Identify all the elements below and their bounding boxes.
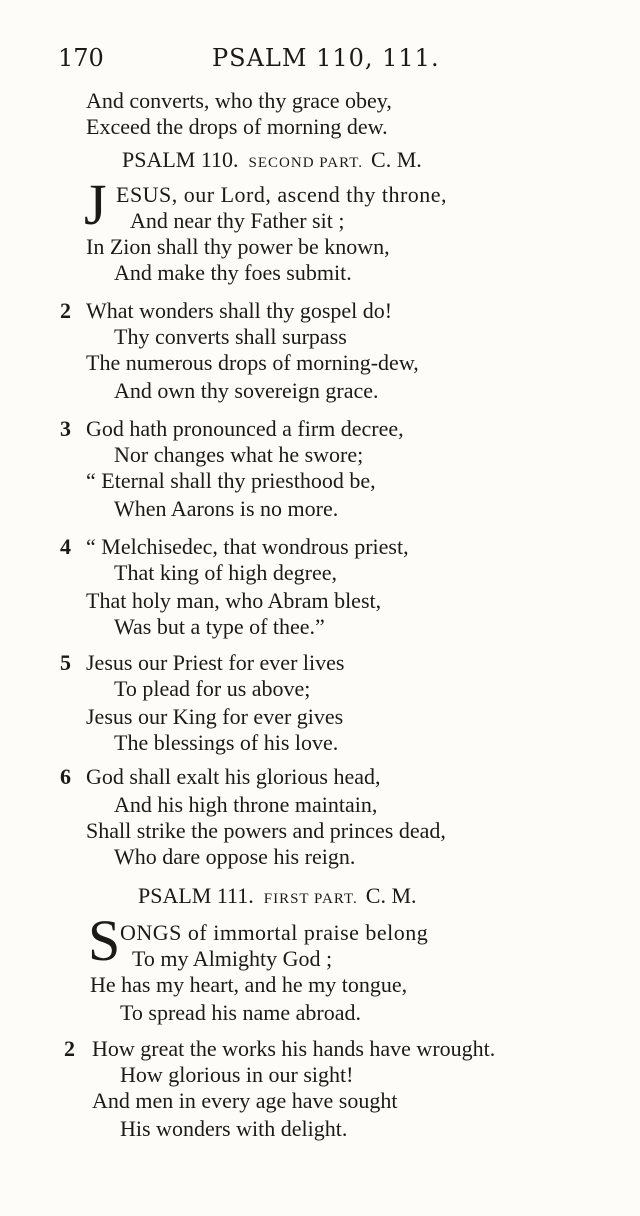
verse-line: How great the works his hands have wrought. [92, 1036, 496, 1061]
verse-line: In Zion shall thy power be known, [86, 234, 390, 259]
verse-line: God hath pronounced a firm decree, [86, 416, 404, 441]
verse-line: And own thy sovereign grace. [114, 378, 379, 403]
verse-line: Was but a type of thee.” [114, 614, 325, 639]
verse-line: Jesus our King for ever gives [86, 704, 344, 729]
verse-number: 2 [64, 1036, 75, 1061]
page-header [58, 44, 458, 78]
part-label: SECOND PART. [248, 155, 364, 171]
verse-number: 2 [60, 298, 71, 323]
part-label: FIRST PART. [263, 891, 358, 907]
drop-cap: J [84, 172, 107, 237]
verse-line: His wonders with delight. [120, 1116, 348, 1141]
verse-line: ONGS of immortal praise belong [120, 920, 429, 945]
verse-line: Nor changes what he swore; [114, 442, 364, 467]
verse-line: The blessings of his love. [114, 730, 339, 755]
verse-number: 4 [60, 534, 71, 559]
verse-line: And make thy foes submit. [114, 260, 352, 285]
verse-number: 5 [60, 650, 71, 675]
continuation-line: And converts, who thy grace obey, [86, 88, 392, 113]
verse-line: Thy converts shall surpass [114, 324, 347, 349]
verse-line: And near thy Father sit ; [130, 208, 345, 233]
verse-number: 6 [60, 764, 71, 789]
verse-line: God shall exalt his glorious head, [86, 764, 381, 789]
verse-number: 3 [60, 416, 71, 441]
verse-line: To my Almighty God ; [132, 946, 333, 971]
verse-line: Who dare oppose his reign. [114, 844, 356, 869]
psalm-title: PSALM 110. [122, 147, 239, 172]
verse-line: “ Melchisedec, that wondrous priest, [86, 534, 409, 559]
verse-line: The numerous drops of morning-dew, [86, 350, 419, 375]
meter-label: C. M. [371, 147, 422, 172]
continuation-line: Exceed the drops of morning dew. [86, 114, 388, 139]
running-title: PSALM 110, 111. [212, 44, 440, 72]
verse-line: How glorious in our sight! [120, 1062, 354, 1087]
psalm-title: PSALM 111. [138, 883, 254, 908]
meter-label: C. M. [365, 883, 417, 908]
verse-line: And his high throne maintain, [114, 792, 378, 817]
verse-line: That holy man, who Abram blest, [86, 588, 382, 613]
verse-line: Shall strike the powers and princes dead, [86, 818, 446, 843]
verse-line: Jesus our Priest for ever lives [86, 650, 345, 675]
verse-line: ESUS, our Lord, ascend thy throne, [116, 182, 448, 207]
verse-line: “ Eternal shall thy priesthood be, [86, 468, 376, 493]
drop-cap: S [88, 908, 121, 973]
verse-line: To spread his name abroad. [120, 1000, 361, 1025]
psalm-110-title [122, 146, 422, 177]
verse-line: What wonders shall thy gospel do! [86, 298, 393, 323]
psalm-111-title [138, 882, 417, 913]
verse-line: And men in every age have sought [92, 1088, 398, 1113]
page-number: 170 [58, 44, 104, 72]
verse-line: To plead for us above; [114, 676, 311, 701]
verse-line: That king of high degree, [114, 560, 337, 585]
verse-line: He has my heart, and he my tongue, [90, 972, 408, 997]
verse-line: When Aarons is no more. [114, 496, 339, 521]
